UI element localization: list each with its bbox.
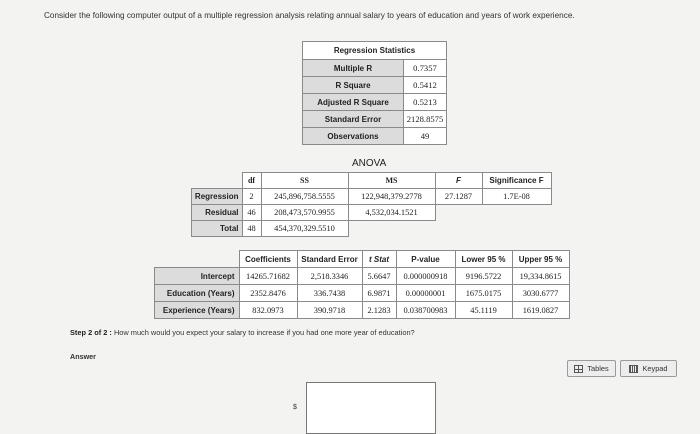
cell-coefficient: 14265.71682 <box>239 268 297 285</box>
cell-ms: 4,532,034.1521 <box>348 205 435 221</box>
regression-statistics-title: Regression Statistics <box>303 42 447 60</box>
row-label: Intercept <box>155 268 240 285</box>
cell-ms: 122,948,379.2778 <box>348 189 435 205</box>
blank-cell <box>435 221 482 237</box>
cell-p-value: 0.038700983 <box>396 302 455 319</box>
cell-lower-95: 1675.0175 <box>455 285 512 302</box>
table-row <box>303 60 447 77</box>
stat-label: R Square <box>303 77 404 94</box>
table-row <box>303 128 447 145</box>
cell-coefficient: 2352.8476 <box>239 285 297 302</box>
anova-title: ANOVA <box>352 158 387 169</box>
table-row <box>192 189 552 205</box>
stat-label: Multiple R <box>303 60 404 77</box>
col-header-coefficients: Coefficients <box>239 251 297 268</box>
keypad-button-label: Keypad <box>642 364 668 373</box>
table-row <box>155 302 570 319</box>
tables-button[interactable] <box>567 360 616 377</box>
col-header-lower-95: Lower 95 % <box>455 251 512 268</box>
cell-ss: 454,370,329.5510 <box>261 221 348 237</box>
cell-df: 48 <box>242 221 261 237</box>
cell-ss: 245,896,758.5555 <box>261 189 348 205</box>
stat-value: 49 <box>404 128 447 145</box>
cell-df: 2 <box>242 189 261 205</box>
anova-table <box>191 172 552 237</box>
col-header-f: F <box>435 173 482 189</box>
answer-input[interactable] <box>306 382 436 434</box>
cell-ss: 208,473,570.9955 <box>261 205 348 221</box>
col-header-t-stat: t Stat <box>362 251 396 268</box>
row-label: Experience (Years) <box>155 302 240 319</box>
blank-cell <box>192 173 243 189</box>
cell-t-stat: 6.9871 <box>362 285 396 302</box>
cell-upper-95: 1619.0827 <box>512 302 569 319</box>
col-header-ms: MS <box>348 173 435 189</box>
currency-symbol: $ <box>293 404 297 411</box>
keypad-button[interactable] <box>620 360 677 377</box>
stat-label: Adjusted R Square <box>303 94 404 111</box>
stat-value: 0.5213 <box>404 94 447 111</box>
col-header-upper-95: Upper 95 % <box>512 251 569 268</box>
cell-standard-error: 390.9718 <box>297 302 362 319</box>
col-header-df: df <box>242 173 261 189</box>
cell-lower-95: 9196.5722 <box>455 268 512 285</box>
col-header-significance-f: Significance F <box>482 173 551 189</box>
stat-label: Standard Error <box>303 111 404 128</box>
row-label: Total <box>192 221 243 237</box>
step-label: Step 2 of 2 : <box>70 328 112 337</box>
cell-standard-error: 336.7438 <box>297 285 362 302</box>
table-row <box>192 221 552 237</box>
col-header-p-value: P-value <box>396 251 455 268</box>
cell-upper-95: 19,334.8615 <box>512 268 569 285</box>
step-question: How much would you expect your salary to increase if you had one more year of education? <box>111 328 415 337</box>
cell-lower-95: 45.1119 <box>455 302 512 319</box>
tables-button-label: Tables <box>587 364 609 373</box>
stat-label: Observations <box>303 128 404 145</box>
stat-value: 0.5412 <box>404 77 447 94</box>
col-header-ss: SS <box>261 173 348 189</box>
table-row <box>303 111 447 128</box>
cell-standard-error: 2,518.3346 <box>297 268 362 285</box>
keypad-icon <box>629 365 638 373</box>
coefficients-table <box>154 250 570 319</box>
row-label: Residual <box>192 205 243 221</box>
table-header-row <box>155 251 570 268</box>
regression-statistics-table <box>302 41 447 145</box>
cell-p-value: 0.000000918 <box>396 268 455 285</box>
cell-upper-95: 3030.6777 <box>512 285 569 302</box>
table-row <box>303 94 447 111</box>
blank-cell <box>155 251 240 268</box>
table-icon <box>574 365 583 373</box>
table-row <box>192 205 552 221</box>
question-intro: Consider the following computer output of a multiple regression analysis relating annual salary to years of education and years of work experience. <box>44 11 575 20</box>
table-row <box>155 268 570 285</box>
stat-value: 0.7357 <box>404 60 447 77</box>
blank-cell <box>482 205 551 221</box>
blank-cell <box>348 221 435 237</box>
table-header-row <box>192 173 552 189</box>
cell-t-stat: 2.1283 <box>362 302 396 319</box>
blank-cell <box>435 205 482 221</box>
col-header-standard-error: Standard Error <box>297 251 362 268</box>
row-label: Education (Years) <box>155 285 240 302</box>
answer-label: Answer <box>70 352 96 361</box>
table-row <box>155 285 570 302</box>
cell-f: 27.1287 <box>435 189 482 205</box>
blank-cell <box>482 221 551 237</box>
cell-p-value: 0.00000001 <box>396 285 455 302</box>
step-prompt <box>70 328 415 337</box>
row-label: Regression <box>192 189 243 205</box>
cell-df: 46 <box>242 205 261 221</box>
stat-value: 2128.8575 <box>404 111 447 128</box>
cell-t-stat: 5.6647 <box>362 268 396 285</box>
cell-significance-f: 1.7E-08 <box>482 189 551 205</box>
table-row <box>303 77 447 94</box>
cell-coefficient: 832.0973 <box>239 302 297 319</box>
